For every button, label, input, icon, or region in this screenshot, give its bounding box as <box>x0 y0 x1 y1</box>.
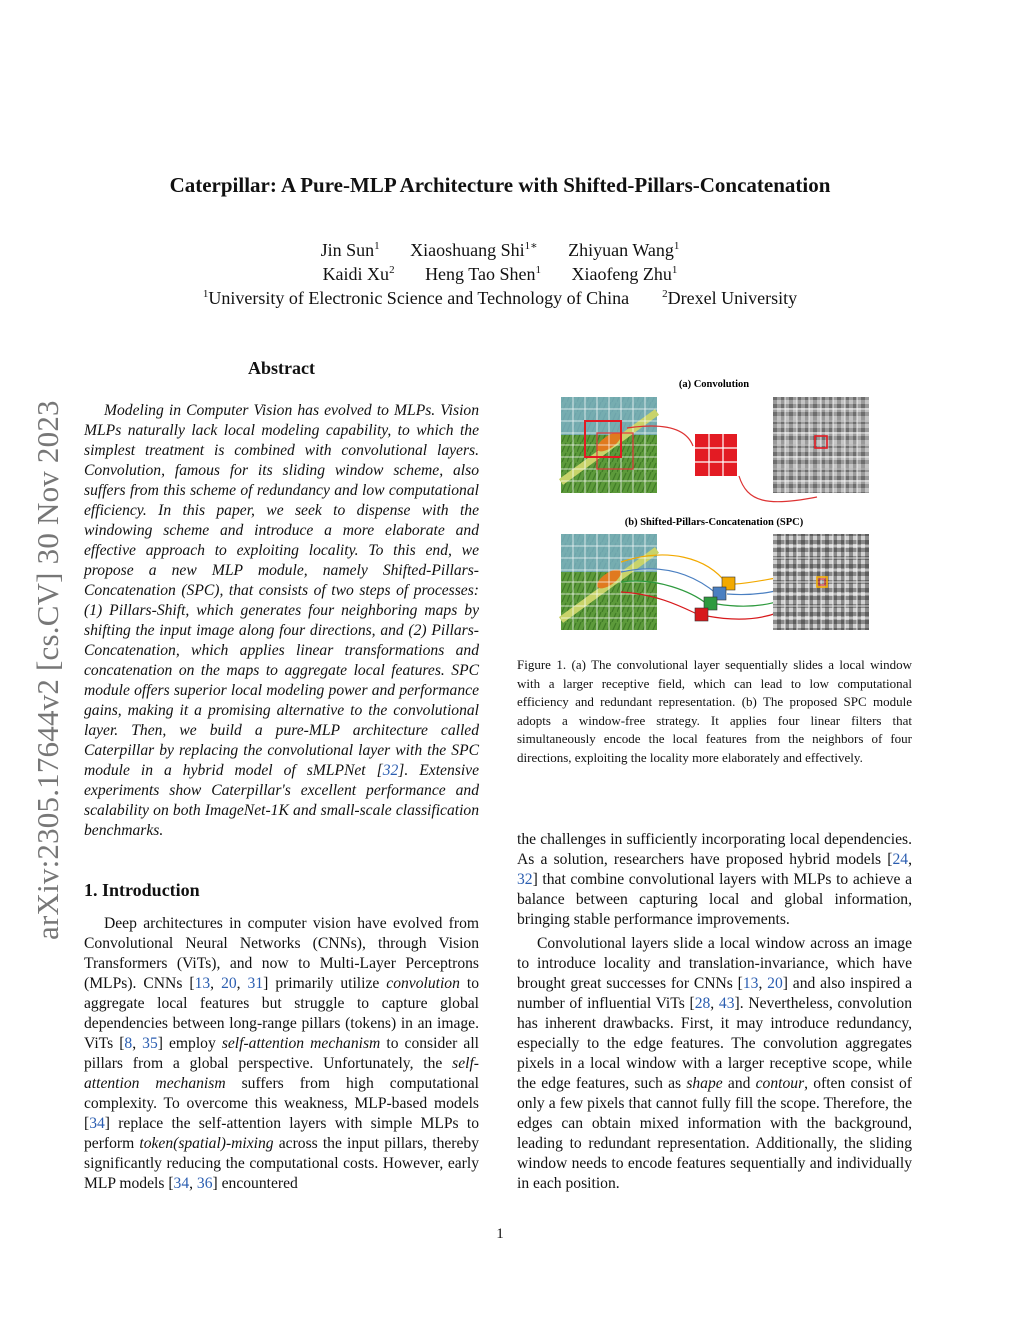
emphasis-term: convolution <box>386 975 460 992</box>
arxiv-stamp: arXiv:2305.17644v2 [cs.CV] 30 Nov 2023 <box>30 400 65 940</box>
page-number: 1 <box>496 1226 504 1242</box>
author-line-1 <box>0 240 1000 261</box>
author-line-2 <box>0 264 1000 285</box>
author: Xiaoshuang Shi$^{1∗}$ <box>410 240 538 260</box>
emphasis-term: contour <box>755 1075 805 1092</box>
affiliation: $^1$University of Electronic Science and Technology of China <box>202 288 630 308</box>
author: Xiaofeng Zhu$^1$ <box>571 264 678 284</box>
citation-link[interactable]: 20 <box>221 975 237 992</box>
citation-link[interactable]: 31 <box>247 975 264 992</box>
emphasis-term: shape <box>686 1075 723 1092</box>
figure-label-a: (a) Convolution <box>678 379 750 390</box>
citation-link[interactable]: 32 <box>382 762 399 779</box>
citation-link[interactable]: 20 <box>767 975 783 992</box>
abstract-heading: Abstract <box>248 358 315 378</box>
figure-1 <box>517 372 917 652</box>
input-image-a <box>561 397 657 493</box>
citation-link[interactable]: 34 <box>173 1175 190 1192</box>
conv-kernel <box>695 434 737 476</box>
citation-link[interactable]: 8 <box>124 1035 133 1052</box>
author: Heng Tao Shen$^1$ <box>425 264 541 284</box>
citation-link[interactable]: 13 <box>194 975 211 992</box>
citation-link[interactable]: 36 <box>196 1175 213 1192</box>
paper-title: Caterpillar: A Pure-MLP Architecture with Shifted-Pillars-Concatenation <box>169 173 831 197</box>
citation-link[interactable]: 32 <box>517 871 533 888</box>
intro-paragraph-3: Convolutional layers slide a local window across an image to introduce locality and translation-invariance, which have brought great successes for CNNs [13, 20] and also inspired a number of influential ViTs [28, 43]. Nevertheless, convolution has inherent drawbacks. First, it may introduce redundancy, especially to the edge features. The convolution aggregates pixels in a local window with a larger receptive scope, while the edge features, such as shape and contour, often consist of only a few pixels that cannot fully fill the scope. Therefore, the edges can obtain mixed information with the background, leading to redundant representation. Additionally, the sliding window needs to encode features sequentially and individually in each position. <box>517 935 912 1192</box>
citation-link[interactable]: 28 <box>694 995 711 1012</box>
citation-link[interactable]: 34 <box>89 1115 105 1132</box>
author: Kaidi Xu$^2$ <box>322 264 395 284</box>
citation-link[interactable]: 24 <box>892 851 909 868</box>
output-map-a <box>773 397 869 493</box>
citation-link[interactable]: 35 <box>142 1035 158 1052</box>
input-image-b <box>561 534 657 630</box>
emphasis-term: self-attention mechanism <box>221 1035 381 1052</box>
author: Jin Sun$^1$ <box>320 240 380 260</box>
intro-paragraph-1: Deep architectures in computer vision have evolved from Convolutional Neural Networks (CNNs), through Vision Transformers (ViTs), and now to Multi-Layer Perceptrons (MLPs). CNNs [13, 20, 31] primarily utilize convolution to aggregate local features but struggle to capture global dependencies between long-range pillars (tokens) in an image. ViTs [8, 35] employ self-attention mechanism to consider all pillars from a global perspective. Unfortunately, the self-attention mechanism suffers from high computational complexity. To overcome this weakness, MLP-based models [34] replace the self-attention layers with simple MLPs to perform token(spatial)-mixing across the input pillars, thereby significantly reducing the computational costs. However, early MLP models [34, 36] encountered <box>84 915 480 1192</box>
emphasis-term: token(spatial)-mixing <box>139 1135 274 1152</box>
abstract-text: Modeling in Computer Vision has evolved to MLPs. Vision MLPs naturally lack local modeling capability, to which the simplest treatment is combined with convolutional layers. Convolution, famous for its sliding window scheme, also suffers from this scheme of redundancy and low computational efficiency. In this paper, we seek to dispense with the windowing scheme and introduce a more elaborate and effective approach to exploiting locality. To this end, we propose a new MLP module, namely Shifted-Pillars-Concatenation (SPC), that consists of two steps of processes: (1) Pillars-Shift, which generates four neighboring maps by shifting the input image along four directions, and (2) Pillars-Concatenation, which applies linear transformations and concatenation on the maps to aggregate local features. SPC module offers superior local modeling power and performance gains, making it a promising alternative to the convolutional layer. Then, we build a pure-MLP architecture called Caterpillar by replacing the convolutional layer with the SPC module in a hybrid model of sMLPNet [32]. Extensive experiments show Caterpillar's excellent performance and scalability on both ImageNet-1K and small-scale classification benchmarks. <box>84 402 479 839</box>
citation-link[interactable]: 43 <box>718 995 735 1012</box>
output-map-b <box>773 534 869 630</box>
figure-1-caption: Figure 1. (a) The convolutional layer sequentially slides a local window with a larger receptive field, which can lead to low computational efficiency and redundant representation. (b) The proposed SPC module adopts a window-free strategy. It applies four linear filters that simultaneously encode the local features from the neighbors of four directions, exploiting the locality more elaborately and effectively. <box>517 657 912 765</box>
figure-1-diagram <box>517 372 917 652</box>
citation-link[interactable]: 13 <box>742 975 759 992</box>
emphasis-term: self-attention mechanism <box>84 1055 479 1092</box>
affiliations <box>0 288 1000 309</box>
figure-label-b: (b) Shifted-Pillars-Concatenation (SPC) <box>624 517 804 528</box>
intro-paragraph-2: the challenges in sufficiently incorporating local dependencies. As a solution, researchers have proposed hybrid models [24, 32] that combine convolutional layers with MLPs to achieve a balance between capturing local and global information, bringing stable performance improvements. <box>517 831 912 928</box>
author: Zhiyuan Wang$^1$ <box>568 240 680 260</box>
section-heading-introduction: 1. Introduction <box>84 880 200 900</box>
affiliation: $^2$Drexel University <box>662 288 798 308</box>
